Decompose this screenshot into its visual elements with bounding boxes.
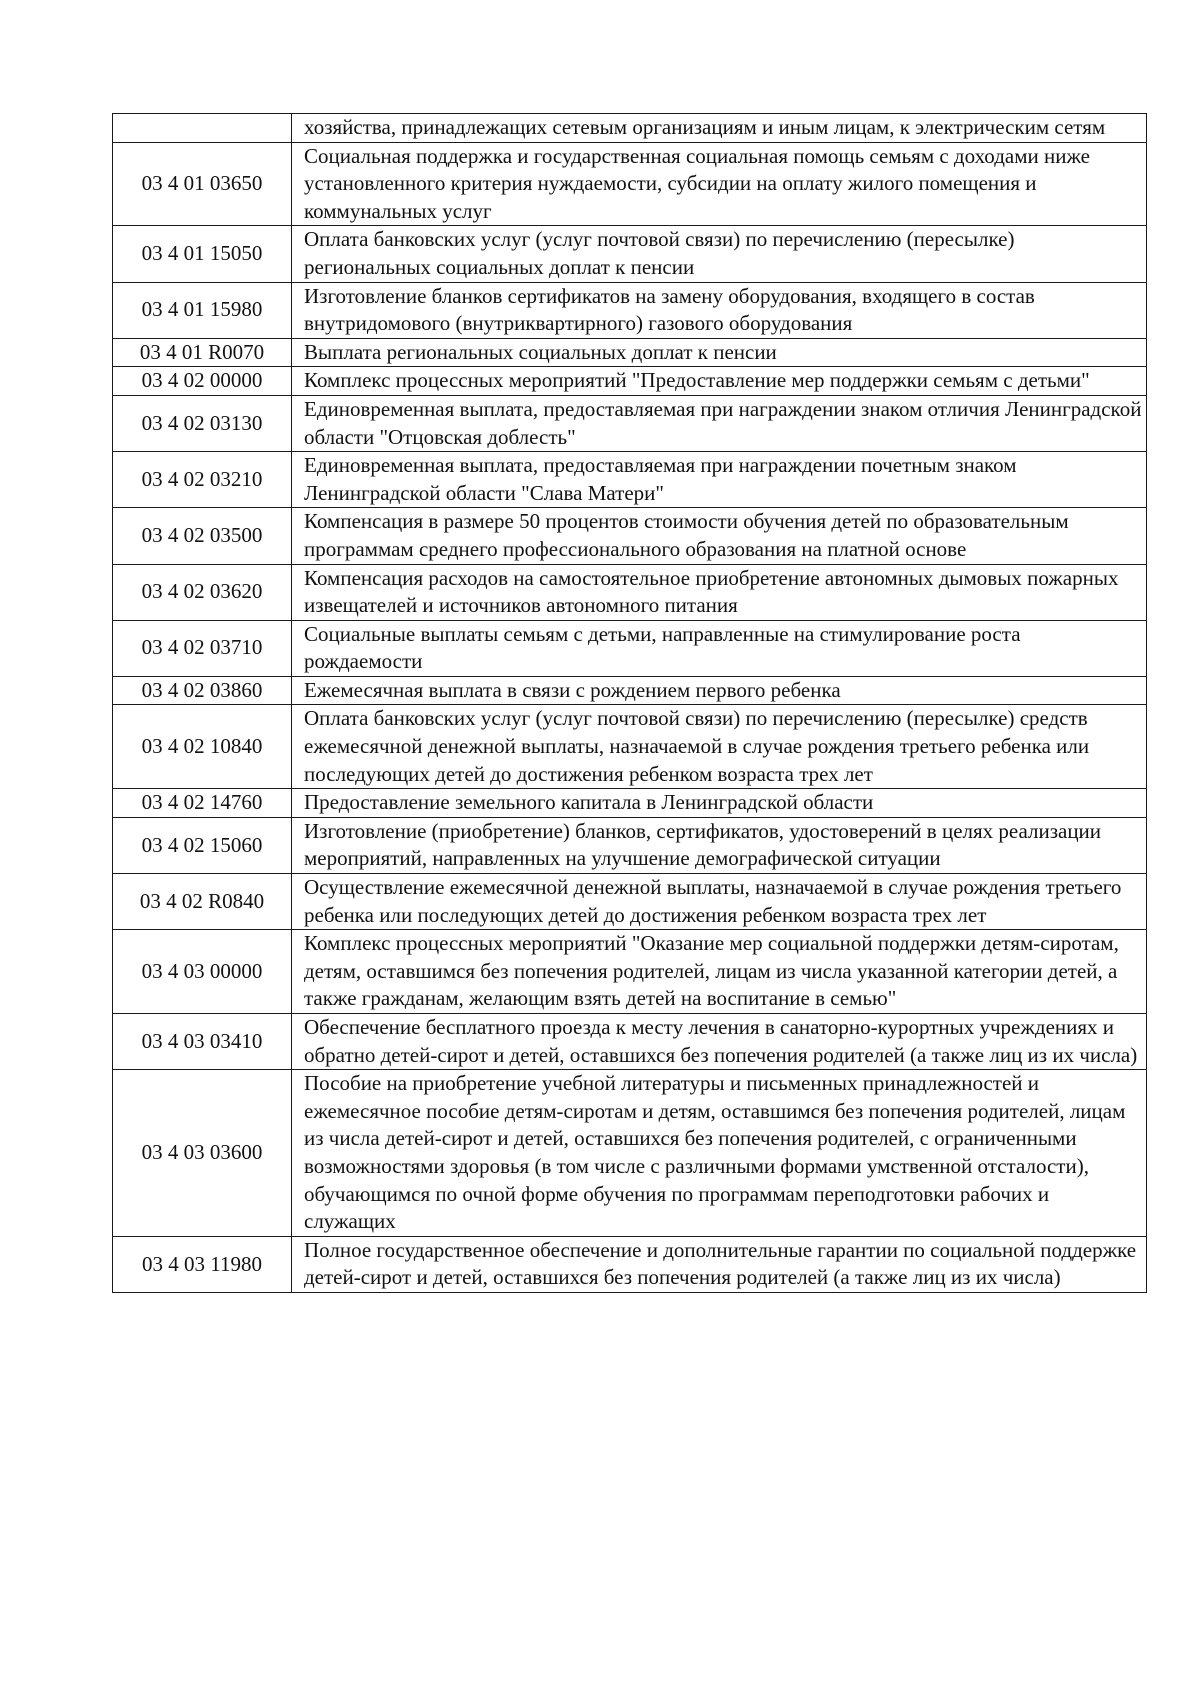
name-cell: Оплата банковских услуг (услуг почтовой связи) по перечислению (пересылке) средств ежемесячной денежной выплаты, назначаемой в случае рождения третьего ребенка или последующих детей до достижения ребенком возраста трех лет (292, 705, 1147, 789)
table-row (113, 114, 1147, 143)
table-row (113, 620, 1147, 676)
code-cell: 03 4 02 10840 (113, 705, 292, 789)
table-row (113, 367, 1147, 396)
code-cell: 03 4 01 15980 (113, 282, 292, 338)
table-row (113, 1014, 1147, 1070)
name-cell: Комплекс процессных мероприятий "Предоставление мер поддержки семьям с детьми" (292, 367, 1147, 396)
name-cell: Единовременная выплата, предоставляемая при награждении знаком отличия Ленинградской области "Отцовская доблесть" (292, 395, 1147, 451)
name-cell: Ежемесячная выплата в связи с рождением первого ребенка (292, 676, 1147, 705)
name-cell: Изготовление (приобретение) бланков, сертификатов, удостоверений в целях реализации мероприятий, направленных на улучшение демографической ситуации (292, 817, 1147, 873)
code-cell: 03 4 03 00000 (113, 930, 292, 1014)
name-cell: Обеспечение бесплатного проезда к месту лечения в санаторно-курортных учреждениях и обратно детей-сирот и детей, оставшихся без попечения родителей (а также лиц из их числа) (292, 1014, 1147, 1070)
name-cell: Компенсация расходов на самостоятельное приобретение автономных дымовых пожарных извещателей и источников автономного питания (292, 564, 1147, 620)
code-cell: 03 4 03 03410 (113, 1014, 292, 1070)
code-cell: 03 4 02 03130 (113, 395, 292, 451)
code-cell: 03 4 01 15050 (113, 226, 292, 282)
name-cell: Единовременная выплата, предоставляемая при награждении почетным знаком Ленинградской области "Слава Матери" (292, 452, 1147, 508)
name-cell: Компенсация в размере 50 процентов стоимости обучения детей по образовательным программам среднего профессионального образования на платной основе (292, 508, 1147, 564)
name-cell: Полное государственное обеспечение и дополнительные гарантии по социальной поддержке детей-сирот и детей, оставшихся без попечения родителей (а также лиц из их числа) (292, 1236, 1147, 1292)
table-row (113, 789, 1147, 818)
name-cell: Оплата банковских услуг (услуг почтовой связи) по перечислению (пересылке) региональных социальных доплат к пенсии (292, 226, 1147, 282)
table-row (113, 930, 1147, 1014)
table-row (113, 564, 1147, 620)
name-cell: Комплекс процессных мероприятий "Оказание мер социальной поддержки детям-сиротам, детям, оставшимся без попечения родителей, лицам из числа указанной категории детей, а также гражданам, желающим взять детей на воспитание в семью" (292, 930, 1147, 1014)
code-cell: 03 4 03 11980 (113, 1236, 292, 1292)
name-cell: Предоставление земельного капитала в Ленинградской области (292, 789, 1147, 818)
name-cell: хозяйства, принадлежащих сетевым организациям и иным лицам, к электрическим сетям (292, 114, 1147, 143)
table-row (113, 508, 1147, 564)
code-cell: 03 4 03 03600 (113, 1070, 292, 1237)
table-row (113, 395, 1147, 451)
table-body (113, 114, 1147, 1293)
budget-classification-table (112, 113, 1147, 1293)
table-row (113, 817, 1147, 873)
name-cell: Осуществление ежемесячной денежной выплаты, назначаемой в случае рождения третьего ребенка или последующих детей до достижения ребенком возраста трех лет (292, 874, 1147, 930)
table-row (113, 226, 1147, 282)
code-cell: 03 4 02 03210 (113, 452, 292, 508)
code-cell: 03 4 01 R0070 (113, 338, 292, 367)
table-row (113, 705, 1147, 789)
table-row (113, 338, 1147, 367)
code-cell: 03 4 01 03650 (113, 142, 292, 226)
code-cell: 03 4 02 14760 (113, 789, 292, 818)
table-row (113, 142, 1147, 226)
table-row (113, 1236, 1147, 1292)
table-row (113, 282, 1147, 338)
table-row (113, 452, 1147, 508)
code-cell (113, 114, 292, 143)
code-cell: 03 4 02 03500 (113, 508, 292, 564)
code-cell: 03 4 02 03860 (113, 676, 292, 705)
table-row (113, 676, 1147, 705)
table-row (113, 1070, 1147, 1237)
code-cell: 03 4 02 R0840 (113, 874, 292, 930)
table-row (113, 874, 1147, 930)
code-cell: 03 4 02 03710 (113, 620, 292, 676)
name-cell: Социальная поддержка и государственная социальная помощь семьям с доходами ниже установленного критерия нуждаемости, субсидии на оплату жилого помещения и коммунальных услуг (292, 142, 1147, 226)
name-cell: Выплата региональных социальных доплат к пенсии (292, 338, 1147, 367)
code-cell: 03 4 02 15060 (113, 817, 292, 873)
code-cell: 03 4 02 00000 (113, 367, 292, 396)
code-cell: 03 4 02 03620 (113, 564, 292, 620)
name-cell: Пособие на приобретение учебной литературы и письменных принадлежностей и ежемесячное пособие детям-сиротам и детям, оставшимся без попечения родителей, лицам из числа детей-сирот и детей, оставшихся без попечения родителей, с ограниченными возможностями здоровья (в том числе с различными формами умственной отсталости), обучающимся по очной форме обучения по программам переподготовки рабочих и служащих (292, 1070, 1147, 1237)
name-cell: Изготовление бланков сертификатов на замену оборудования, входящего в состав внутридомового (внутриквартирного) газового оборудования (292, 282, 1147, 338)
name-cell: Социальные выплаты семьям с детьми, направленные на стимулирование роста рождаемости (292, 620, 1147, 676)
